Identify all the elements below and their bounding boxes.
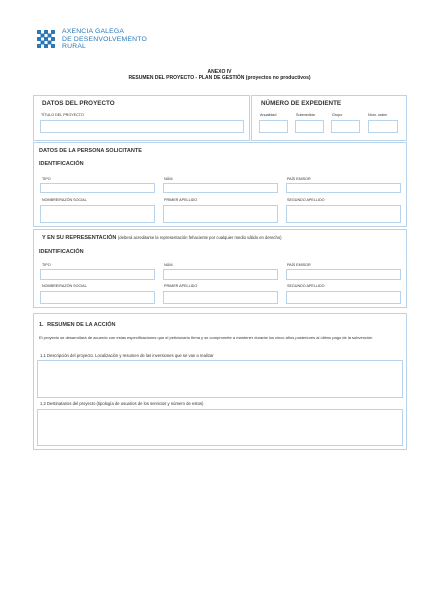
- applicant-primer-apellido-label: PRIMER APELLIDO: [164, 198, 198, 202]
- representation-identification-heading: IDENTIFICACIÓN: [39, 249, 84, 255]
- logo-line-3: RURAL: [62, 43, 87, 51]
- rep-segundo-apellido-label: SEGUNDO APELLIDO: [287, 284, 325, 288]
- agency-name: [62, 28, 147, 51]
- num-orden-field[interactable]: [368, 120, 398, 133]
- recipients-field[interactable]: [37, 409, 403, 446]
- applicant-pais-field[interactable]: [286, 183, 401, 193]
- summary-intro: El proyecto se desarrollará de acuerdo con estas especificaciones que el peticionario firma y se compromete a mantener durante los cinco años posteriores al último pago de la subvención: [39, 335, 373, 340]
- grupo-field[interactable]: [331, 120, 360, 133]
- project-data-section: [33, 95, 250, 141]
- expediente-section: [251, 95, 407, 141]
- anualidad-label: Anualidad: [260, 113, 277, 117]
- document-title: RESUMEN DEL PROYECTO - PLAN DE GESTIÓN (proyectos no productivos): [128, 75, 311, 82]
- representation-title: Y EN SU REPRESENTACIÓN: [42, 235, 117, 241]
- rep-segundo-apellido-field[interactable]: [286, 291, 401, 304]
- project-data-heading: DATOS DEL PROYECTO: [42, 100, 115, 107]
- description-question: 1.1 Descripción del proyecto. Localización y resumen de las inversiones que se van a realizar: [40, 353, 214, 358]
- summary-section: [33, 313, 407, 450]
- applicant-num-field[interactable]: [163, 183, 278, 193]
- applicant-num-label: NÚM.: [164, 177, 174, 181]
- applicant-pais-label: PAÍS EMISOR: [287, 177, 311, 181]
- applicant-heading: DATOS DE LA PERSONA SOLICITANTE: [39, 148, 142, 154]
- logo-line-1: AXENCIA GALEGA: [62, 28, 125, 35]
- expediente-heading: NÚMERO DE EXPEDIENTE: [261, 100, 342, 107]
- summary-title: RESUMEN DE LA ACCIÓN: [47, 322, 116, 328]
- applicant-nombre-label: NOMBRE/RAZÓN SOCIAL: [42, 198, 87, 202]
- representation-heading: [42, 235, 282, 241]
- representation-section: [33, 229, 407, 308]
- agency-logo: [36, 28, 147, 51]
- annex-label: ANEXO IV: [207, 69, 232, 75]
- summary-number: 1.: [39, 322, 44, 328]
- project-title-label: TÍTULO DEL PROYECTO: [41, 113, 84, 117]
- applicant-section: [33, 142, 407, 227]
- applicant-segundo-apellido-field[interactable]: [286, 205, 401, 223]
- rep-tipo-field[interactable]: [40, 269, 155, 280]
- submedida-field[interactable]: [295, 120, 324, 133]
- description-field[interactable]: [37, 360, 403, 398]
- document-header: [0, 69, 439, 82]
- rep-nombre-label: NOMBRE/RAZÓN SOCIAL: [42, 284, 87, 288]
- rep-tipo-label: TIPO: [42, 263, 51, 267]
- logo-line-2: DE DESENVOLVEMENTO: [62, 35, 147, 43]
- galicia-cross-logo-icon: [36, 29, 56, 49]
- applicant-tipo-label: TIPO: [42, 177, 51, 181]
- rep-nombre-field[interactable]: [40, 291, 155, 304]
- anualidad-field[interactable]: [259, 120, 288, 133]
- submedida-label: Submedida: [296, 113, 315, 117]
- rep-pais-field[interactable]: [286, 269, 401, 280]
- applicant-tipo-field[interactable]: [40, 183, 155, 193]
- applicant-nombre-field[interactable]: [40, 205, 155, 223]
- applicant-primer-apellido-field[interactable]: [163, 205, 278, 223]
- summary-heading: [39, 322, 115, 328]
- num-orden-label: Núm. orden: [368, 113, 388, 117]
- rep-num-label: NÚM.: [164, 263, 174, 267]
- rep-primer-apellido-label: PRIMER APELLIDO: [164, 284, 198, 288]
- rep-pais-label: PAÍS EMISOR: [287, 263, 311, 267]
- representation-note: (deberá acreditarse la representación fehaciente por cualquier medio válido en derecho): [117, 235, 282, 240]
- grupo-label: Grupo: [332, 113, 343, 117]
- project-title-field[interactable]: [40, 120, 244, 133]
- recipients-question: 1.2 Destinatarios del proyecto (tipología de usuarios de los servicios y número de estos): [40, 401, 204, 406]
- applicant-segundo-apellido-label: SEGUNDO APELLIDO: [287, 198, 325, 202]
- rep-primer-apellido-field[interactable]: [163, 291, 278, 304]
- rep-num-field[interactable]: [163, 269, 278, 280]
- applicant-identification-heading: IDENTIFICACIÓN: [39, 161, 84, 167]
